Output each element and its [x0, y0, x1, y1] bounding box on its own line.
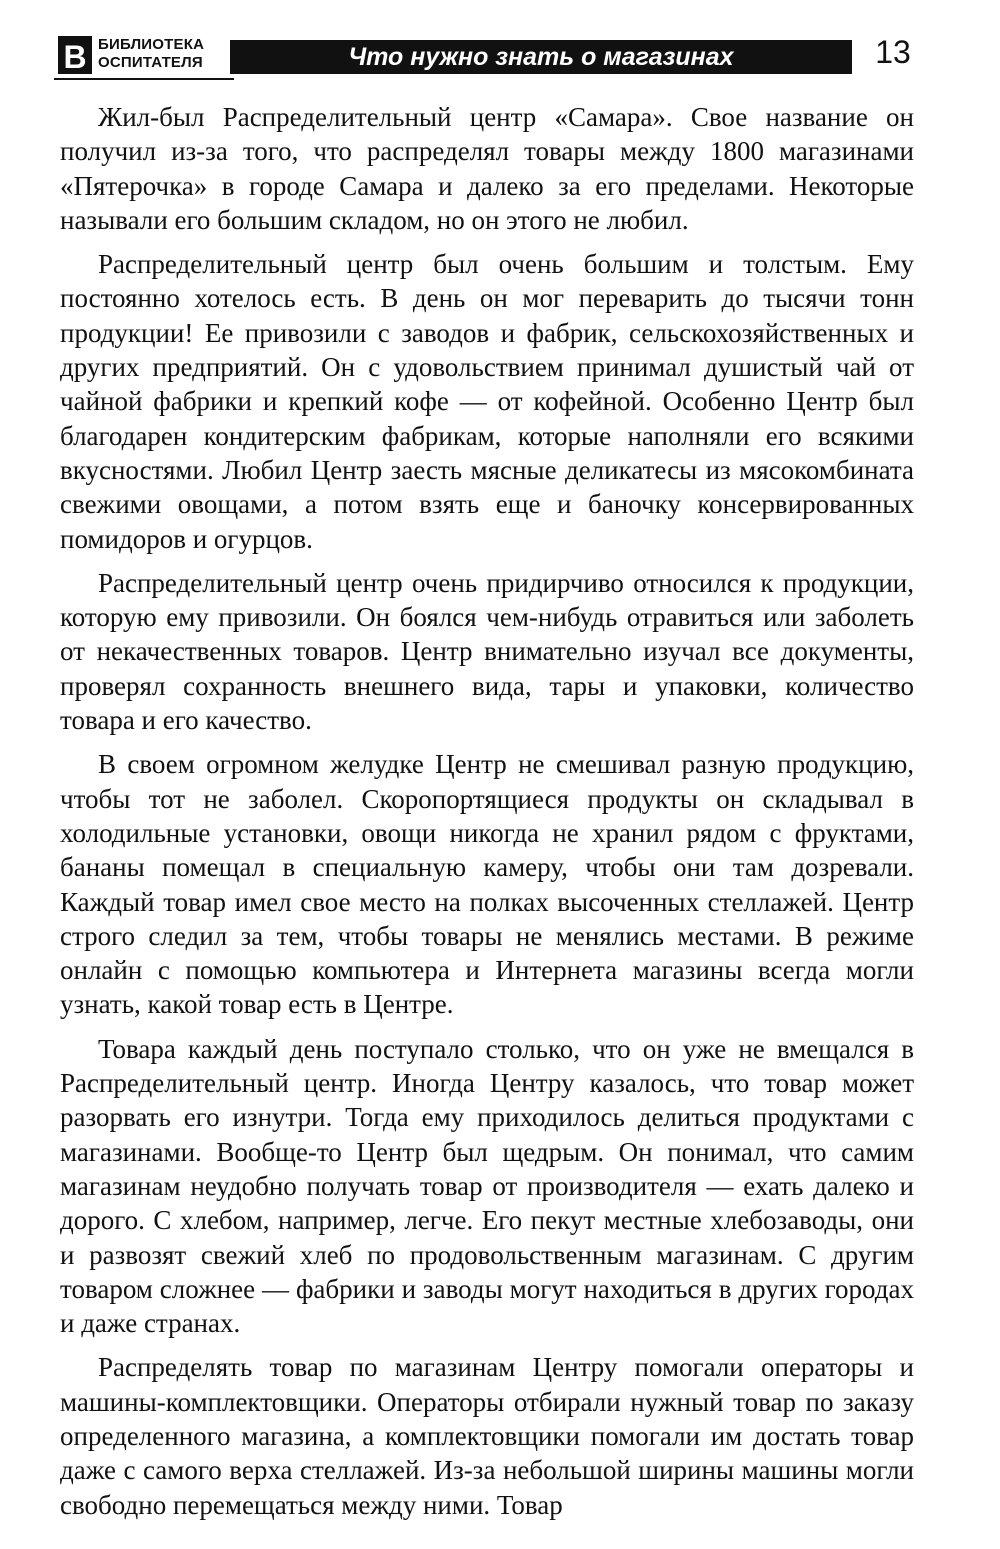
paragraph-6: Распределять товар по магазинам Центру помогали операторы и машины-комплектовщики. Операторы отбирали нужный товар по заказу определенного магазина, а комплектовщики помогали им достать товар даже с самого верха стеллажей. Из-за небольшой ширины машины могли свободно перемещаться между ними. Товар [60, 1352, 914, 1520]
header-divider [54, 78, 234, 80]
paragraph-2: Распределительный центр был очень большим и толстым. Ему постоянно хотелось есть. В день он мог переварить до тысячи тонн продукции! Ее привозили с заводов и фабрик, сельскохозяйственных и других предприятий. Он с удовольствием принимал душистый чай от чайной фабрики и крепкий кофе — от кофейной. Особенно Центр был благодарен кондитерским фабрикам, которые наполняли его всякими вкусностями. Любил Центр заесть мясные деликатесы из мясокомбината свежими овощами, а потом взять еще и баночку консервированных помидоров и огурцов. [60, 249, 914, 554]
paragraph-1: Жил-был Распределительный центр «Самара». Свое название он получил из-за того, что распределял товары между 1800 магазинами «Пятерочка» в городе Самара и далеко за его пределами. Некоторые называли его большим складом, но он этого не любил. [60, 102, 914, 235]
page-number: 13 [875, 34, 911, 70]
page-header [54, 28, 922, 80]
series-name-line-1: БИБЛИОТЕКА [98, 36, 205, 53]
series-name-line-2: ОСПИТАТЕЛЯ [98, 54, 203, 71]
series-logo: B [58, 36, 92, 74]
paragraph-4: В своем огромном желудке Центр не смешивал разную продукцию, чтобы тот не заболел. Скоропортящиеся продукты он складывал в холодильные установки, овощи никогда не хранил рядом с фруктами, бананы помещал в специальную камеру, чтобы они там дозревали. Каждый товар имел свое место на полках высоченных стеллажей. Центр строго следил за тем, чтобы товары не менялись местами. В режиме онлайн с помощью компьютера и Интернета магазины всегда могли узнать, какой товар есть в Центре. [60, 749, 914, 1020]
paragraph-5: Товара каждый день поступало столько, что он уже не вмещался в Распределительный центр. Иногда Центру казалось, что товар может разорвать его изнутри. Тогда ему приходилось делиться продуктами с магазинами. Вообще-то Центр был щедрым. Он понимал, что самим магазинам неудобно получать товар от производителя — ехать далеко и дорого. С хлебом, например, легче. Его пекут местные хлебозаводы, они и развозят свежий хлеб по продовольственным магазинам. С другим товаром сложнее — фабрики и заводы могут находиться в других городах и даже странах. [60, 1033, 914, 1339]
body-text [60, 100, 914, 1532]
section-title: Что нужно знать о магазинах [230, 40, 852, 74]
paragraph-3: Распределительный центр очень придирчиво относился к продукции, которую ему привозили. Он боялся чем-нибудь отравиться или заболеть от некачественных товаров. Центр внимательно изучал все документы, проверял сохранность внешнего вида, тары и упаковки, количество товара и его качество. [60, 567, 914, 736]
